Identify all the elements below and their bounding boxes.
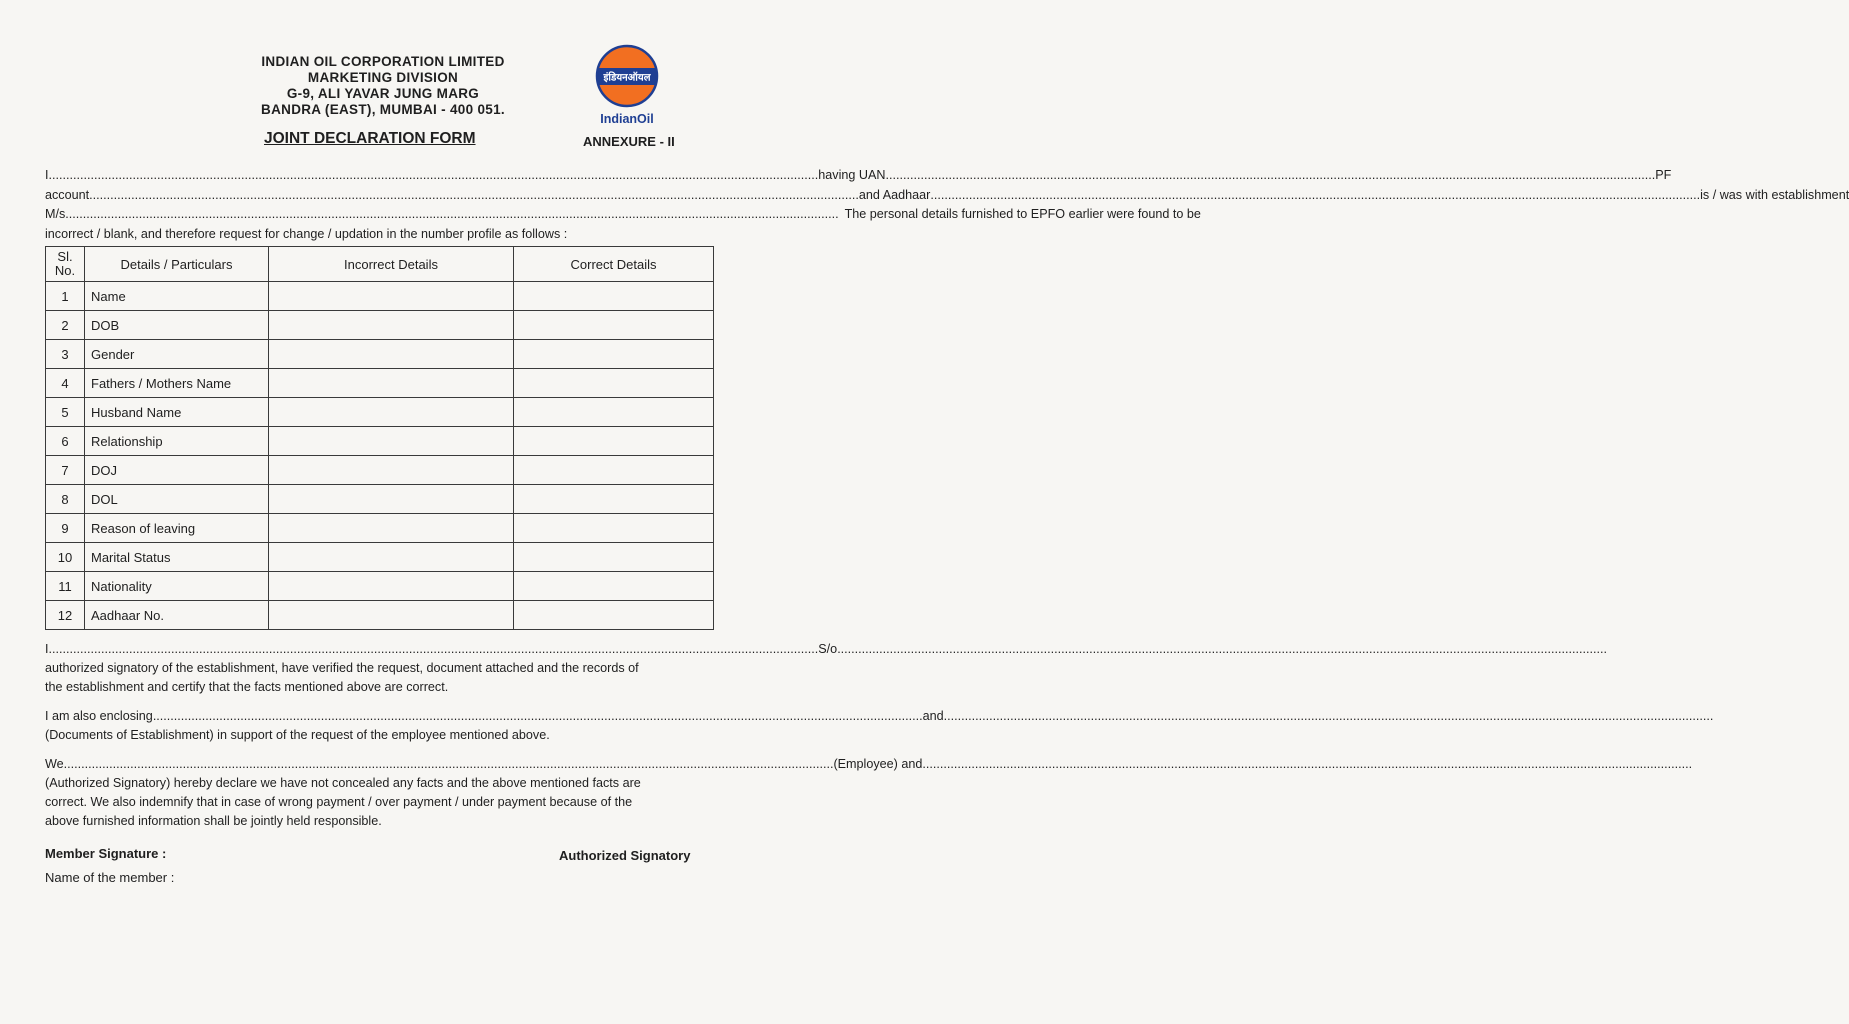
correct-details-cell[interactable] [514, 340, 714, 369]
intro-line-3 [45, 205, 1201, 225]
ms-label: M/s. [45, 207, 69, 221]
row-sl-no: 11 [46, 572, 85, 601]
header-sl-no: Sl. No. [46, 247, 85, 282]
correct-details-cell[interactable] [514, 572, 714, 601]
logo-hindi-text: इंडियनऑयल [603, 72, 651, 84]
row-sl-no: 4 [46, 369, 85, 398]
authorized-signatory-label: Authorized Signatory [559, 848, 691, 863]
row-sl-no: 12 [46, 601, 85, 630]
row-sl-no: 10 [46, 543, 85, 572]
correct-details-cell[interactable] [514, 311, 714, 340]
incorrect-details-cell[interactable] [269, 340, 514, 369]
so-label: S/o [818, 642, 838, 656]
indianoil-logo [589, 44, 667, 128]
row-sl-no: 6 [46, 427, 85, 456]
division-name: MARKETING DIVISION [307, 70, 459, 85]
correct-details-cell[interactable] [514, 427, 714, 456]
establishment-name-blank[interactable]: ............................................................................................................................................................................................................................ [68, 207, 839, 221]
intro-paragraph [45, 166, 1849, 244]
row-label: Marital Status [85, 543, 269, 572]
form-title: JOINT DECLARATION FORM [264, 130, 476, 147]
aadhaar-blank[interactable]: ............................................................................................................................................................................................................................ [930, 187, 1701, 202]
pf-label: PF [1655, 168, 1672, 182]
table-row [46, 282, 714, 311]
decl-i: I [45, 642, 49, 656]
row-label: DOJ [85, 456, 269, 485]
intro-line-4: incorrect / blank, and therefore request for change / updation in the number profile as follows : [45, 226, 568, 241]
declaration-line-2: authorized signatory of the establishment, have verified the request, document attached and the records of [45, 661, 639, 675]
correct-details-cell[interactable] [514, 485, 714, 514]
row-sl-no: 3 [46, 340, 85, 369]
row-label: Name [85, 282, 269, 311]
company-name: INDIAN OIL CORPORATION LIMITED [261, 54, 505, 69]
address-line-1: G-9, ALI YAVAR JUNG MARG [286, 86, 480, 101]
employee-blank[interactable]: ............................................................................................................................................................................................................................ [63, 757, 834, 771]
incorrect-details-cell[interactable] [269, 543, 514, 572]
header-incorrect: Incorrect Details [269, 247, 514, 282]
row-label: Gender [85, 340, 269, 369]
correct-details-cell[interactable] [514, 398, 714, 427]
we-line [45, 755, 1693, 774]
row-label: Aadhaar No. [85, 601, 269, 630]
annexure-label: ANNEXURE - II [583, 134, 675, 149]
address-line-2: BANDRA (EAST), MUMBAI - 400 051. [261, 102, 505, 117]
incorrect-details-cell[interactable] [269, 282, 514, 311]
incorrect-details-cell[interactable] [269, 485, 514, 514]
row-sl-no: 7 [46, 456, 85, 485]
declaration-line-1 [45, 640, 1607, 659]
declaration-section [45, 640, 1714, 831]
row-sl-no: 1 [46, 282, 85, 311]
table-row [46, 514, 714, 543]
table-row [46, 601, 714, 630]
header-correct: Correct Details [514, 247, 714, 282]
documents-line: (Documents of Establishment) in support of the request of the employee mentioned above. [45, 728, 550, 742]
enclosing-line [45, 707, 1714, 726]
row-label: DOB [85, 311, 269, 340]
we-label: We [45, 757, 64, 771]
row-sl-no: 5 [46, 398, 85, 427]
employee-and-label: (Employee) and [833, 757, 923, 771]
table-body [46, 282, 714, 630]
table-row [46, 369, 714, 398]
row-label: Husband Name [85, 398, 269, 427]
correct-details-cell[interactable] [514, 601, 714, 630]
incorrect-details-cell[interactable] [269, 456, 514, 485]
member-signature-label: Member Signature : [45, 846, 167, 861]
correct-details-cell[interactable] [514, 369, 714, 398]
row-label: Relationship [85, 427, 269, 456]
table-row [46, 427, 714, 456]
declaration-line-3: the establishment and certify that the facts mentioned above are correct. [45, 680, 449, 694]
aadhaar-label: and Aadhaar [858, 187, 931, 202]
document-2-blank[interactable]: ............................................................................................................................................................................................................................ [943, 709, 1714, 723]
table-row [46, 456, 714, 485]
pf-account-blank[interactable]: ............................................................................................................................................................................................................................ [89, 187, 859, 202]
row-sl-no: 2 [46, 311, 85, 340]
declaration-line-7: (Authorized Signatory) hereby declare we have not concealed any facts and the above mentioned facts are [45, 776, 641, 790]
header-details: Details / Particulars [85, 247, 269, 282]
intro-line-3-text: The personal details furnished to EPFO earlier were found to be [844, 207, 1201, 221]
incorrect-details-cell[interactable] [269, 398, 514, 427]
intro-line-1 [45, 166, 1672, 186]
row-sl-no: 8 [46, 485, 85, 514]
incorrect-details-cell[interactable] [269, 572, 514, 601]
letterhead [200, 54, 566, 118]
and-label: and [922, 709, 944, 723]
declaration-line-8: correct. We also indemnify that in case of wrong payment / over payment / under payment because of the [45, 795, 633, 809]
document-1-blank[interactable]: ............................................................................................................................................................................................................................ [152, 709, 923, 723]
table-row [46, 572, 714, 601]
row-label: DOL [85, 485, 269, 514]
declaration-line-9: above furnished information shall be jointly held responsible. [45, 814, 382, 828]
member-name-label: Name of the member : [45, 870, 175, 885]
signatory-name-blank[interactable]: ............................................................................................................................................................................................................................ [48, 642, 819, 656]
correct-details-cell[interactable] [514, 456, 714, 485]
details-table [45, 246, 714, 630]
row-label: Reason of leaving [85, 514, 269, 543]
enclosing-label: I am also enclosing [45, 709, 153, 723]
incorrect-details-cell[interactable] [269, 427, 514, 456]
uan-blank[interactable]: ............................................................................................................................................................................................................................ [885, 168, 1656, 182]
table-row [46, 398, 714, 427]
incorrect-details-cell[interactable] [269, 601, 514, 630]
incorrect-details-cell[interactable] [269, 369, 514, 398]
table-header-row [46, 247, 714, 282]
table-row [46, 485, 714, 514]
account-label: account [45, 187, 90, 202]
father-name-blank[interactable]: ............................................................................................................................................................................................................................ [837, 642, 1607, 656]
uan-label: having UAN [818, 168, 886, 182]
row-label: Fathers / Mothers Name [85, 369, 269, 398]
row-label: Nationality [85, 572, 269, 601]
correct-details-cell[interactable] [514, 514, 714, 543]
correct-details-cell[interactable] [514, 543, 714, 572]
correct-details-cell[interactable] [514, 282, 714, 311]
table-row [46, 340, 714, 369]
incorrect-details-cell[interactable] [269, 514, 514, 543]
table-row [46, 311, 714, 340]
authorized-signatory-blank[interactable]: ............................................................................................................................................................................................................................ [922, 757, 1693, 771]
intro-line-2 [45, 186, 1849, 206]
table-row [46, 543, 714, 572]
row-sl-no: 9 [46, 514, 85, 543]
intro-i: I [45, 168, 49, 182]
incorrect-details-cell[interactable] [269, 311, 514, 340]
employee-name-blank[interactable]: ............................................................................................................................................................................................................................ [48, 168, 819, 182]
logo-brand-text: IndianOil [600, 112, 654, 126]
establishment-label: is / was with establishment [1700, 187, 1849, 202]
